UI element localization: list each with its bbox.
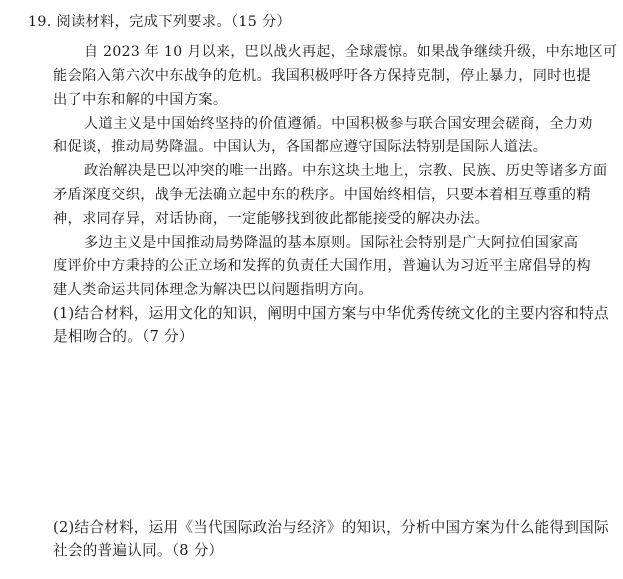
material-line-11: 建人类命运共同体理念为解决巴以问题指明方向。 [53,282,373,298]
material-line-4: 人道主义是中国始终坚持的价值遵循。中国积极参与联合国安理会磋商，全力劝 [84,116,593,132]
sub-question-2-line-1: (2)结合材料，运用《当代国际政治与经济》的知识，分析中国方案为什么能得到国际 [53,519,609,536]
material-line-2: 能会陷入第六次中东战争的危机。我国积极呼吁各方保持克制，停止暴力，同时也提 [53,68,591,84]
material-line-6: 政治解决是巴以冲突的唯一出路。中东这块土地上，宗教、民族、历史等诸多方面 [84,163,608,179]
material-line-8: 神，求同存异，对话协商，一定能够找到彼此都能接受的解决办法。 [53,211,490,227]
material-line-9: 多边主义是中国推动局势降温的基本原则。国际社会特别是广大阿拉伯国家高 [84,235,579,251]
sub-question-1-line-1: (1)结合材料，运用文化的知识，阐明中国方案与中华优秀传统文化的主要内容和特点 [53,305,609,322]
material-line-10: 度评价中方秉持的公正立场和发挥的负责任大国作用，普遍认为习近平主席倡导的构 [53,258,591,274]
question-header: 19. 阅读材料，完成下列要求。（15 分） [28,14,292,30]
material-line-1: 自 2023 年 10 月以来，巴以战火再起，全球震惊。如果战争继续升级，中东地区可 [84,44,618,60]
material-line-3: 出了中东和解的中国方案。 [53,92,228,108]
sub-question-1-line-2: 是相吻合的。（7 分） [53,328,194,345]
material-line-5: 和促谈，推动局势降温。中国认为，各国都应遵守国际法特别是国际人道法。 [53,139,548,155]
sub-question-2-line-2: 社会的普遍认同。（8 分） [53,542,224,559]
material-line-7: 矛盾深度交织，战争无法确立起中东的秩序。中国始终相信，只要本着相互尊重的精 [53,187,591,203]
